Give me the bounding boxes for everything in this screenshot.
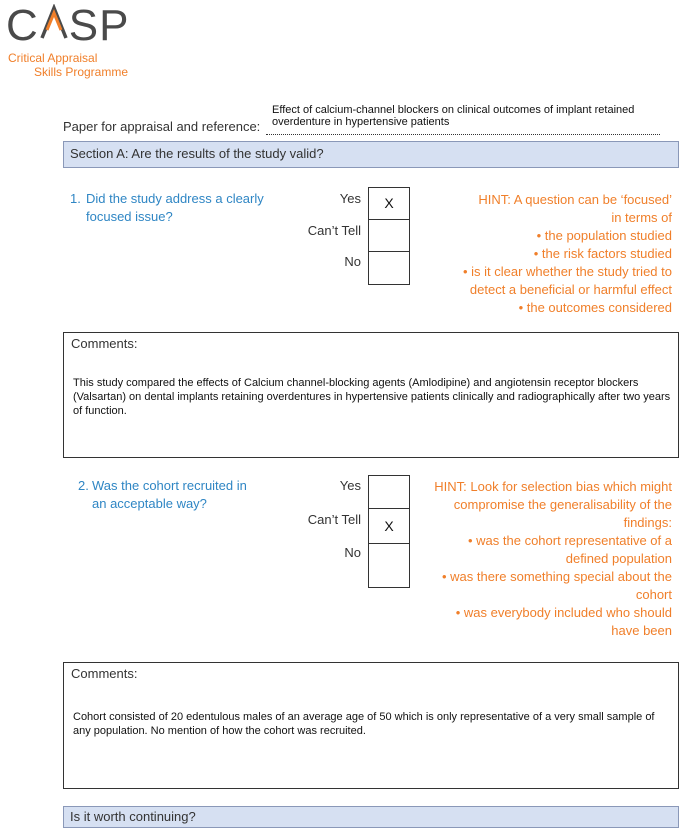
- q1-hint-line: HINT: A question can be ‘focused’: [478, 192, 672, 207]
- q1-yes-box[interactable]: X: [368, 187, 410, 220]
- q1-hint-line: • the population studied: [536, 228, 672, 243]
- q2-hint-line: compromise the generalisability of the: [453, 497, 672, 512]
- q2-line1: Was the cohort recruited in: [92, 478, 247, 493]
- q1-canttell-box[interactable]: [368, 219, 410, 252]
- q1-canttell-label: Can’t Tell: [307, 223, 361, 238]
- continue-header: Is it worth continuing?: [63, 806, 679, 828]
- logo-letters-sp: SP: [68, 1, 130, 50]
- q2-hint: [402, 478, 672, 640]
- q1-comments-box[interactable]: [63, 332, 679, 458]
- paper-title: Effect of calcium-channel blockers on clinical outcomes of implant retained overdenture in hypertensive patients: [272, 104, 635, 128]
- q1-hint-line: • the risk factors studied: [533, 246, 672, 261]
- q2-hint-line: cohort: [635, 587, 672, 602]
- q1-number: 1.: [70, 191, 81, 206]
- q1-comments-text: This study compared the effects of Calcium channel-blocking agents (Amlodipine) and angiotensin receptor blockers (Valsartan) on dental implants retaining overdentures in hypertensive patients clinically and radiographically after two years of function.: [73, 377, 671, 417]
- logo-subtitle-line2: Skills Programme: [34, 65, 129, 79]
- section-a-header: Section A: Are the results of the study valid?: [63, 141, 679, 168]
- q1-line1: Did the study address a clearly: [86, 191, 264, 206]
- q2-comments-box[interactable]: [63, 662, 679, 789]
- q2-hint-line: • was the cohort representative of a: [468, 533, 672, 548]
- q1-hint: [422, 191, 672, 317]
- q2-hint-line: have been: [611, 623, 672, 638]
- q2-hint-line: HINT: Look for selection bias which might: [434, 479, 672, 494]
- q2-line2: an acceptable way?: [92, 496, 207, 511]
- q2-canttell-box[interactable]: X: [368, 508, 410, 544]
- q2-text: [92, 477, 247, 513]
- q1-comments-label: Comments:: [71, 336, 138, 351]
- q1-text: [86, 190, 264, 226]
- q2-hint-line: • was there something special about the: [441, 569, 672, 584]
- q1-hint-line: in terms of: [611, 210, 672, 225]
- q2-comments-label: Comments:: [71, 666, 138, 681]
- q1-yes-label: Yes: [339, 191, 361, 206]
- casp-logo: [6, 2, 129, 50]
- q2-hint-line: defined population: [565, 551, 672, 566]
- logo-a-icon: [39, 4, 69, 40]
- logo-subtitle-line1: Critical Appraisal: [8, 51, 98, 65]
- q2-hint-line: • was everybody included who should: [455, 605, 672, 620]
- q2-number: 2.: [78, 478, 89, 493]
- q1-hint-line: detect a beneficial or harmful effect: [469, 282, 672, 297]
- q1-hint-line: • the outcomes considered: [518, 300, 672, 315]
- q1-no-box[interactable]: [368, 251, 410, 285]
- q1-hint-line: • is it clear whether the study tried to: [462, 264, 672, 279]
- q2-hint-line: findings:: [623, 515, 672, 530]
- q2-canttell-label: Can’t Tell: [307, 512, 361, 527]
- q2-comments-text: Cohort consisted of 20 edentulous males of an average age of 50 which is only representative of a very small sample of any population. No mention of how the cohort was recruited.: [73, 711, 655, 737]
- q2-yes-label: Yes: [339, 478, 361, 493]
- q1-no-label: No: [344, 254, 361, 269]
- logo-letter-c: C: [6, 1, 39, 50]
- paper-label: Paper for appraisal and reference:: [63, 119, 261, 134]
- dotted-line: [266, 124, 660, 135]
- q1-line2: focused issue?: [86, 209, 173, 224]
- q2-no-label: No: [344, 545, 361, 560]
